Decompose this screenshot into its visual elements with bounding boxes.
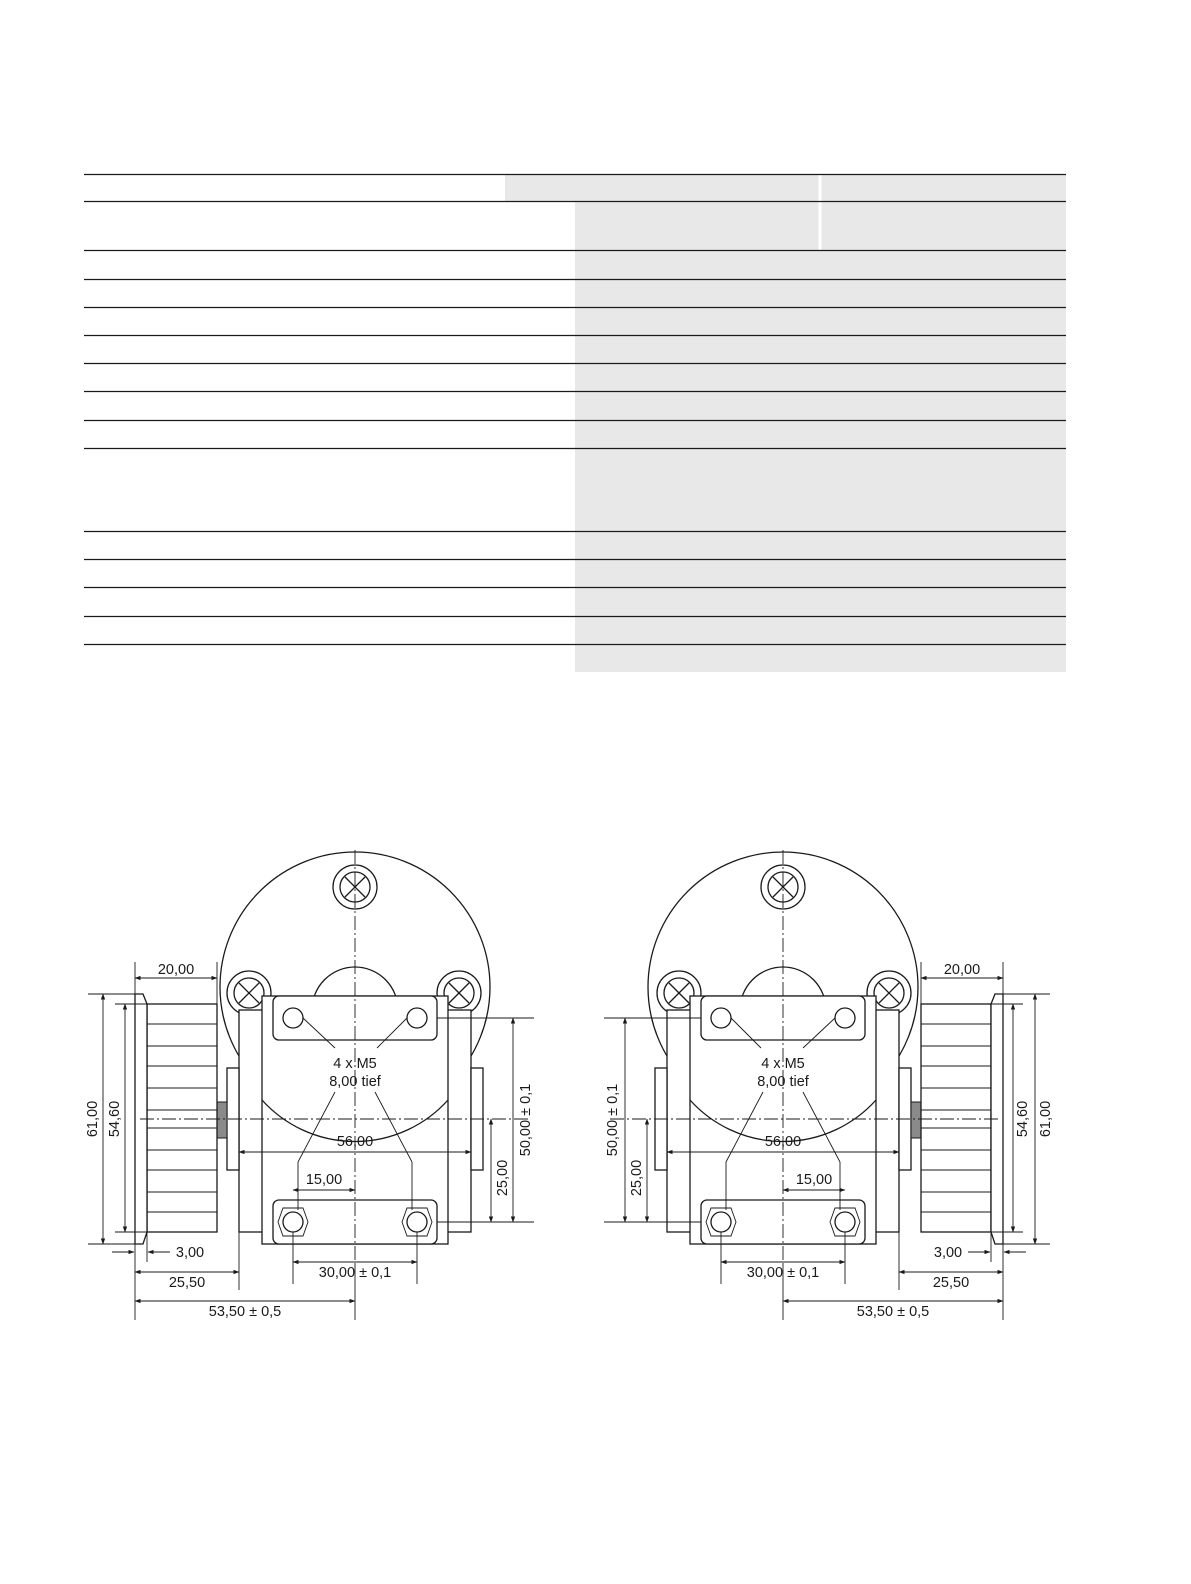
thread-spec: 4 x M5 xyxy=(333,1056,377,1072)
dim-flange-thickness: 3,00 xyxy=(933,1245,963,1261)
thread-depth: 8,00 tief xyxy=(757,1074,809,1090)
dim-flange-thickness: 3,00 xyxy=(175,1245,205,1261)
thread-spec: 4 x M5 xyxy=(761,1056,805,1072)
dim-to-housing: 25,50 xyxy=(168,1275,206,1291)
dim-hole-spacing: 30,00 ± 0,1 xyxy=(746,1265,820,1281)
dim-inner-height: 54,60 xyxy=(1015,1100,1031,1138)
dim-outer-height: 61,00 xyxy=(85,1100,101,1138)
dim-mount-height: 50,00 ± 0,1 xyxy=(605,1083,621,1157)
dim-hole-offset: 15,00 xyxy=(305,1172,343,1188)
dim-to-axis: 53,50 ± 0,5 xyxy=(856,1304,930,1320)
dim-hole-spacing: 30,00 ± 0,1 xyxy=(318,1265,392,1281)
dim-flange-offset: 20,00 xyxy=(943,962,981,978)
thread-depth: 8,00 tief xyxy=(329,1074,381,1090)
gearbox-drawing-right xyxy=(604,850,1050,1320)
dim-housing-width: 56,00 xyxy=(764,1134,802,1150)
dim-outer-height: 61,00 xyxy=(1038,1100,1054,1138)
dim-inner-height: 54,60 xyxy=(107,1100,123,1138)
dim-half-height: 25,00 xyxy=(495,1159,511,1197)
gearbox-drawing-left xyxy=(88,850,534,1320)
dim-to-axis: 53,50 ± 0,5 xyxy=(208,1304,282,1320)
dim-mount-height: 50,00 ± 0,1 xyxy=(518,1083,534,1157)
dim-housing-width: 56,00 xyxy=(336,1134,374,1150)
dim-to-housing: 25,50 xyxy=(932,1275,970,1291)
dim-flange-offset: 20,00 xyxy=(157,962,195,978)
dim-hole-offset: 15,00 xyxy=(795,1172,833,1188)
dim-half-height: 25,00 xyxy=(629,1159,645,1197)
